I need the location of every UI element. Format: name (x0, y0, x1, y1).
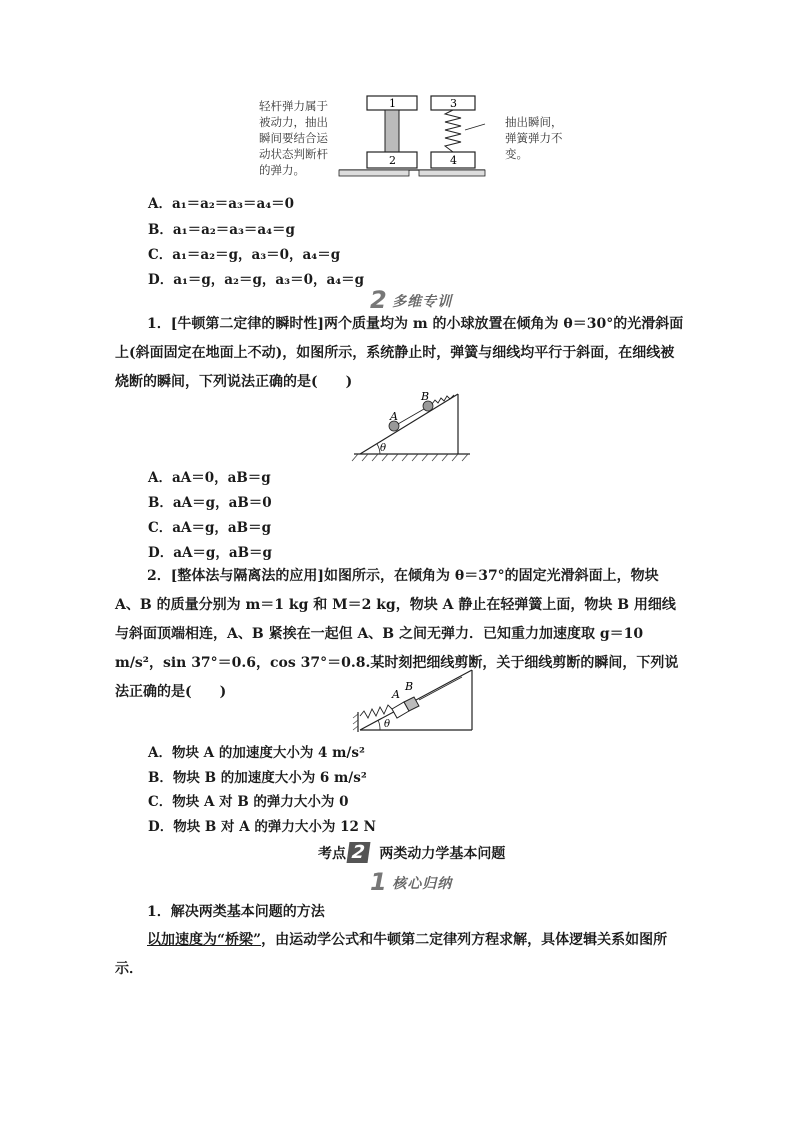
kaodian-number-badge: 2 (347, 842, 370, 863)
kaodian-heading (318, 842, 505, 863)
q1-option-d: D．aA＝g，aB＝g (148, 545, 272, 561)
q0-option-b: B．a₁＝a₂＝a₃＝a₄＝g (148, 222, 295, 238)
q1-text: 1．[牛顿第二定律的瞬时性]两个质量均为 m 的小球放置在倾角为 θ＝30°的光滑斜面上(斜面固定在地面上不动)，如图所示，系统静止时，弹簧与细线均平行于斜面，在细线被烧断的瞬间，下列说法正确的是( ) (115, 316, 684, 390)
q0-option-c: C．a₁＝a₂＝g，a₃＝0，a₄＝g (148, 247, 341, 263)
kaodian-title: 两类动力学基本问题 (379, 846, 506, 862)
q2-option-d: D．物块 B 对 A 的弹力大小为 12 N (148, 819, 376, 835)
q2-label-a: A (392, 688, 400, 701)
kaodian-prefix: 考点 (318, 846, 346, 862)
q2-label-b: B (405, 680, 414, 693)
figure-left-note: 轻杆弹力属于被动力，抽出瞬间要结合运动状态判断杆的弹力。 (259, 99, 328, 177)
section-banner-core (370, 868, 452, 896)
block-2-label: 2 (389, 154, 396, 167)
q1-label-theta: θ (380, 443, 387, 454)
banner-text: 多维专训 (392, 294, 453, 310)
q1-option-c: C．aA＝g，aB＝g (148, 520, 272, 536)
method-rest: ，由运动学公式和牛顿第二定律列方程求解，具体逻辑关系如图所示． (115, 932, 668, 977)
core-banner-number: 1 (370, 868, 387, 896)
q0-option-d: D．a₁＝g，a₂＝g，a₃＝0，a₄＝g (148, 272, 365, 288)
q2-option-b: B．物块 B 的加速度大小为 6 m/s² (148, 770, 367, 786)
q0-option-a: A．a₁＝a₂＝a₃＝a₄＝0 (148, 196, 295, 212)
q1-option-a: A．aA＝0，aB＝g (148, 470, 271, 486)
q2-text: 2．[整体法与隔离法的应用]如图所示，在倾角为 θ＝37°的固定光滑斜面上，物块 A、B 的质量分别为 m＝1 kg 和 M＝2 kg，物块 A 静止在轻弹簧上面，物块 B 用细线与斜面顶端相连，A、B 紧挨在一起但 A、B 之间无弹力．已知重力加速度取 g＝10 m/s²，sin 37°＝0.6，cos 37°＝0.8.某时刻把细线剪断，关于细线剪断的瞬间，下列说法正确的是( ) (115, 568, 679, 700)
block-4-label: 4 (450, 154, 457, 167)
q1-option-b: B．aA＝g，aB＝0 (148, 495, 272, 511)
rod-spring-diagram (335, 92, 495, 184)
block-3-label: 3 (450, 97, 457, 110)
q2-option-c: C．物块 A 对 B 的弹力大小为 0 (148, 794, 349, 810)
method-underlined: 以加速度为“桥梁” (147, 932, 262, 948)
banner-number: 2 (370, 286, 387, 314)
q2-option-a: A．物块 A 的加速度大小为 4 m/s² (148, 745, 365, 761)
q1-label-a: A (390, 410, 398, 423)
q1-label-b: B (421, 390, 430, 403)
method-heading: 1．解决两类基本问题的方法 (147, 904, 325, 920)
method-paragraph (115, 926, 685, 984)
q2-incline-diagram (350, 664, 480, 739)
figure-rod-spring (255, 92, 575, 187)
block-1-label: 1 (389, 97, 396, 110)
figure-right-note: 抽出瞬间，弹簧弹力不变。 (505, 115, 563, 161)
core-banner-text: 核心归纳 (392, 876, 453, 892)
q1-incline-diagram (350, 384, 475, 462)
q2-label-theta: θ (384, 719, 391, 730)
